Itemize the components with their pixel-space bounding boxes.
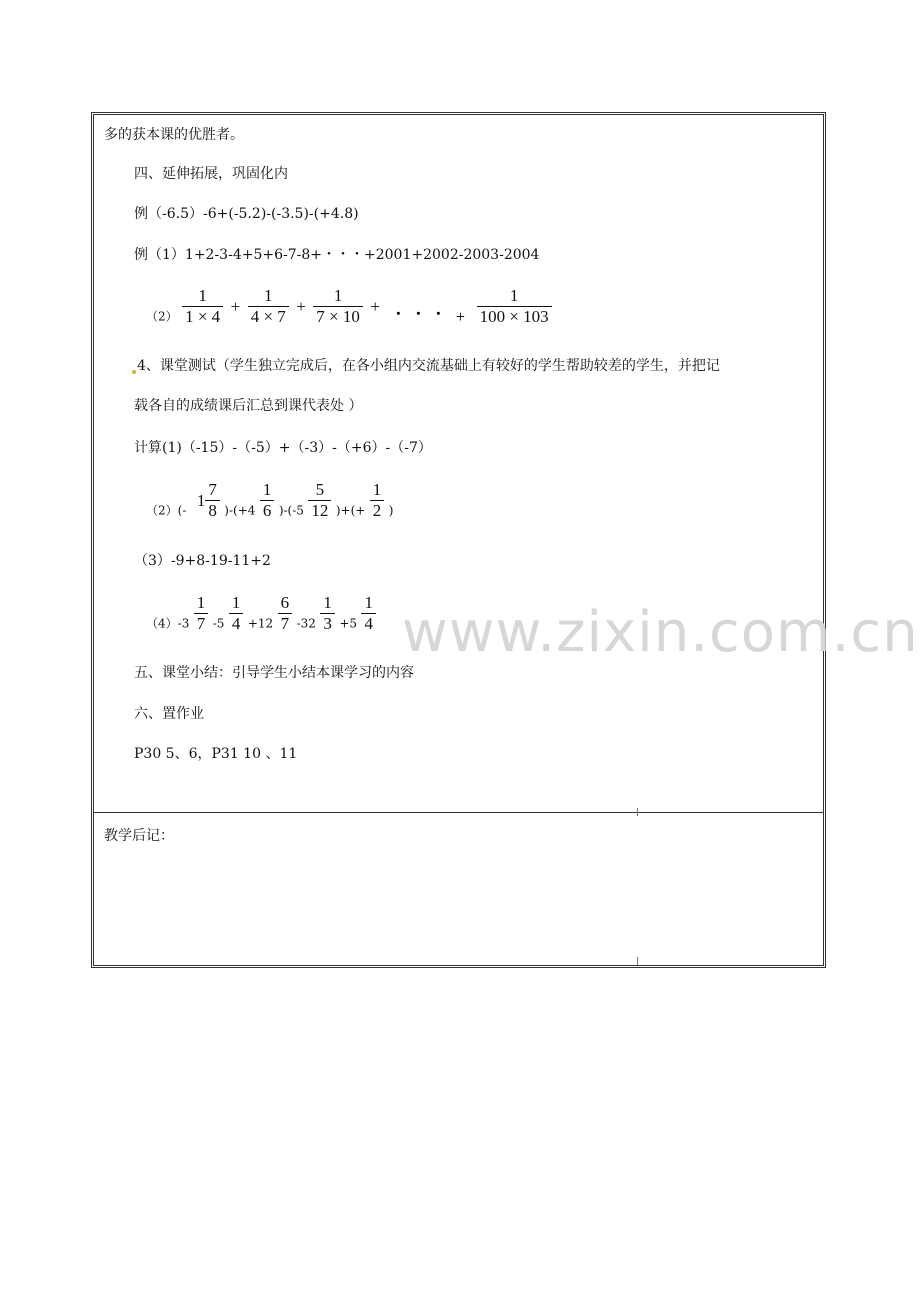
series-fraction-last: $\frac{1}{100 \times 103}$ [476,286,553,327]
expr-part: -3 [177,616,190,631]
plus-sign: + [455,309,466,324]
section-extension: 四、延伸拓展，巩固化内 [134,166,288,182]
section-summary: 五、课堂小结：引导学生小结本课学习的内容 [134,665,414,681]
mixed-number: 1 $\frac{7}{8}$ [197,480,220,521]
expr-part: )-(-5 [278,503,304,518]
example-1: 例（-6.5）-6+(-5.2)-(-3.5)-(+4.8) [134,206,359,222]
calc-2-label: （2） [146,503,178,518]
expr-part: ) [388,503,394,518]
line-winners: 多的获本课的优胜者。 [104,127,244,143]
marker-dot [132,370,136,374]
expr-part: +5 [339,616,358,631]
plus-sign: + [296,296,306,316]
lesson-table [91,112,826,968]
plus-sign: + [230,296,241,316]
calc-4-expression [146,593,376,634]
expr-part: +12 [247,616,274,631]
expr-part: )+(+ [335,503,366,518]
expr-part: (- [177,503,187,518]
calc-2-expression [146,480,393,521]
fraction: $\frac{1}{3}$ [320,593,335,634]
fraction: $\frac{1}{2}$ [370,480,385,521]
calc-4-label: （4） [146,616,178,631]
teaching-notes-label: 教学后记： [104,828,174,844]
fraction: $\frac{1}{6}$ [260,480,275,521]
series-fraction-2: $\frac{1}{4 \times 7}$ [248,286,289,327]
fraction: $\frac{1}{7}$ [194,593,209,634]
example-2: 例（1）1+2-3-4+5+6-7-8+・・・+2001+2002-2003-2004 [134,247,540,263]
expr-part: -32 [296,616,316,631]
series-expression [146,286,552,327]
series-label: （2） [146,309,178,324]
plus-sign: + [370,296,380,316]
calc-1: 计算(1)（-15）-（-5）+（-3）-（+6）-（-7） [134,440,432,456]
homework-assignment: P30 5、6，P31 10 、11 [134,746,298,762]
section-homework: 六、置作业 [134,706,204,722]
expr-part: )-(+4 [224,503,256,518]
calc-3: （3）-9+8-19-11+2 [134,553,271,569]
row-divider [94,812,823,813]
fraction: $\frac{5}{12}$ [308,480,331,521]
ellipsis: ・・・ [391,306,452,323]
quiz-text: 4、课堂测试（学生独立完成后，在各小组内交流基础上有较好的学生帮助较差的学生，并把记 [137,358,720,374]
fraction: $\frac{6}{7}$ [278,593,293,634]
column-divider-top [637,808,638,816]
watermark: www.zixin.com.cn [402,600,919,665]
quiz-instructions [132,358,720,374]
expr-part: -5 [212,616,225,631]
column-divider-bottom [637,957,638,965]
series-fraction-1: $\frac{1}{1 \times 4}$ [182,286,223,327]
quiz-instructions-cont: 载各自的成绩课后汇总到课代表处 ） [134,398,363,414]
fraction: $\frac{1}{4}$ [361,593,376,634]
fraction: $\frac{1}{4}$ [229,593,244,634]
series-fraction-3: $\frac{1}{7 \times 10}$ [313,286,363,327]
